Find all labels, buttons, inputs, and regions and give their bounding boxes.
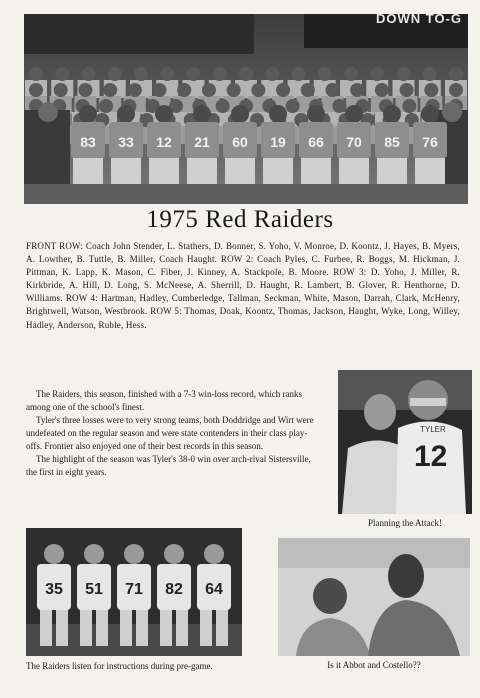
team-jersey-number: 83 bbox=[80, 134, 96, 150]
team-jersey-number: 33 bbox=[118, 134, 134, 150]
pregame-jersey-number: 51 bbox=[85, 581, 103, 598]
planning-caption: Planning the Attack! bbox=[368, 518, 442, 528]
planning-jersey-name: TYLER bbox=[420, 425, 446, 434]
planning-jersey-number: 12 bbox=[414, 440, 448, 473]
abbot-costello-photo-image bbox=[278, 538, 470, 656]
planning-photo bbox=[338, 370, 472, 514]
team-jersey-number: 85 bbox=[384, 134, 400, 150]
pregame-jersey-number: 64 bbox=[205, 581, 223, 598]
scoreboard-text: DOWN TO-G bbox=[375, 14, 462, 26]
pregame-caption: The Raiders listen for instructions during pre-game. bbox=[26, 661, 213, 671]
planning-photo-image bbox=[338, 370, 472, 514]
team-photo bbox=[24, 14, 468, 204]
season-paragraph: The highlight of the season was Tyler's 38-0 win over arch-rival Sistersville, the first in eight years. bbox=[26, 454, 311, 477]
season-paragraph: Tyler's three losses were to very strong teams, both Doddridge and Wirt were undefeated on the regular season and were state contenders in their class play-offs. Frontier also enjoyed one of their best records in this season. bbox=[26, 415, 314, 451]
pregame-jersey-number: 82 bbox=[165, 581, 183, 598]
pregame-jersey-number: 71 bbox=[125, 581, 143, 598]
abbot-costello-caption: Is it Abbot and Costello?? bbox=[327, 660, 421, 670]
pregame-photo-image bbox=[26, 528, 242, 656]
pregame-photo bbox=[26, 528, 242, 656]
team-jersey-number: 76 bbox=[422, 134, 438, 150]
team-jersey-number: 12 bbox=[156, 134, 172, 150]
pregame-jersey-number: 35 bbox=[45, 581, 63, 598]
season-paragraph: The Raiders, this season, finished with a 7-3 win-loss record, which ranks among one of the school's finest. bbox=[26, 389, 302, 412]
team-jersey-number: 60 bbox=[232, 134, 248, 150]
team-jersey-number: 19 bbox=[270, 134, 286, 150]
team-photo-image bbox=[24, 14, 468, 204]
page-title: 1975 Red Raiders bbox=[146, 206, 334, 233]
roster-caption: FRONT ROW: Coach John Stender, L. Stathers, D. Bonner, S. Yoho, V. Monroe, D. Koontz, J. Hayes, B. Myers, A. Lowther, B. Tuttle, B. Miller, Coach Haught. ROW 2: Coach Pyles, C. Furbee, R. Boggs, M. Hickman, J. Pittman, K. Lapp, K. Mason, C. Fiber, J. Kinney, A. Stackpole, B. Moore. ROW 3: D. Yoho, J. Miller, R. Kirkbride, A. Hill, D. Long, S. McNeese, A. Sherrill, D. Haught, R. Lambert, B. Glover, R. Henthorne, D. Williams. ROW 4: Hartman, Hadley, Cumberledge, Tallman, Seckman, White, Mason, Darrah, Clark, McHenry, Brightwell, Watson, Westbrook. ROW 5: Thomas, Doak, Koontz, Thomas, Jackson, Haught, Wyke, Long, Willey, Hadley, Anderson, Ruble, Hess. bbox=[26, 241, 460, 330]
abbot-costello-photo bbox=[278, 538, 470, 656]
team-jersey-number: 70 bbox=[346, 134, 362, 150]
team-jersey-number: 66 bbox=[308, 134, 324, 150]
team-jersey-number: 21 bbox=[194, 134, 210, 150]
season-summary bbox=[26, 388, 316, 479]
